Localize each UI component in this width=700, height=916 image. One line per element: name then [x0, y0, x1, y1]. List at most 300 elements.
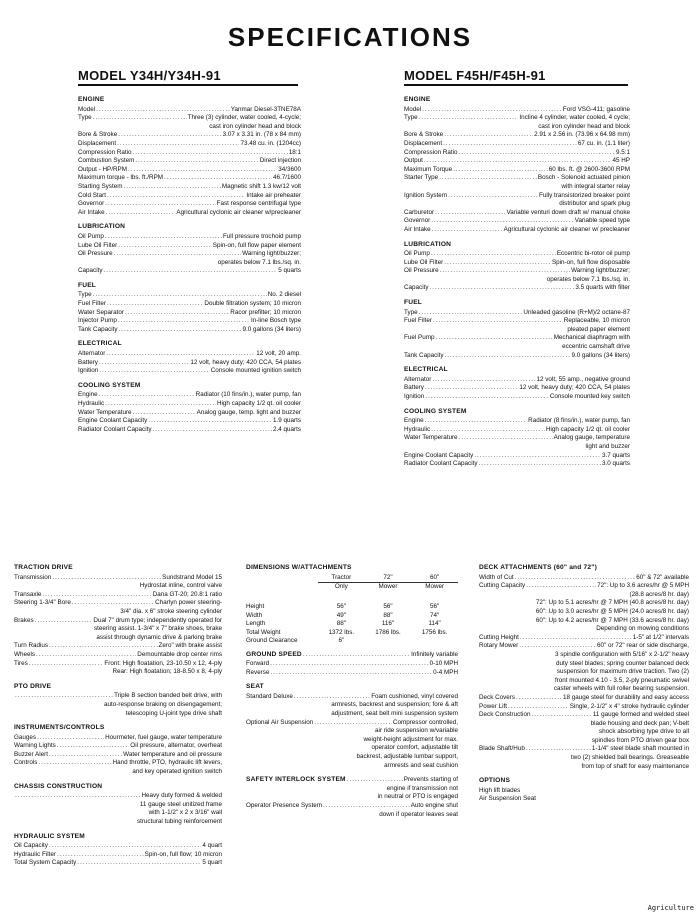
spec-row — [479, 582, 689, 591]
spec-value: 60" & 72" available — [636, 573, 689, 581]
spec-value-continued: adjustment, seat belt mini suspension system — [331, 710, 458, 717]
spec-label: Cutting Height — [479, 633, 519, 641]
spec-row — [78, 106, 301, 115]
leader-dots — [440, 267, 570, 276]
spec-value: Racor prefilter; 10 micron — [230, 308, 301, 316]
spec-label: Compression Ratio — [404, 148, 458, 156]
spec-label: Controls — [14, 759, 38, 767]
dimensions-header-row — [246, 583, 458, 592]
spec-label: Engine — [78, 391, 98, 399]
option-item: Air Suspension Seat — [479, 795, 537, 803]
spec-row — [404, 157, 630, 166]
section-title: ENGINE — [78, 96, 105, 103]
spec-value-continued: suspension for maximum drive traction. Two (2) — [556, 668, 689, 676]
leader-dots — [270, 660, 429, 669]
leader-dots — [104, 267, 278, 276]
spec-value-continued: cast iron cylinder head and block — [538, 122, 630, 130]
spec-value: Triple B section banded belt drive, with — [114, 692, 222, 700]
leader-dots — [105, 400, 216, 409]
spec-row — [246, 660, 458, 669]
section-title: ELECTRICAL — [78, 340, 122, 348]
leader-dots — [425, 384, 518, 393]
leader-dots — [15, 692, 113, 701]
leader-dots — [29, 660, 104, 669]
leader-dots — [431, 426, 545, 435]
leader-dots — [72, 599, 154, 608]
spec-row — [78, 183, 301, 192]
spec-value: Compressor controlled, — [392, 718, 458, 726]
leader-dots — [519, 642, 596, 651]
spec-value: 34/3600 — [278, 165, 301, 173]
spec-row — [14, 842, 222, 851]
spec-label: Capacity — [78, 267, 103, 275]
leader-dots — [107, 192, 245, 201]
spec-value: Double filtration system; 10 micron — [204, 300, 301, 308]
spec-row — [78, 400, 301, 409]
leader-dots — [445, 352, 571, 361]
spec-row — [78, 174, 301, 183]
spec-value: 0-10 MPH — [429, 660, 458, 668]
spec-row — [404, 393, 630, 402]
spec-row — [404, 309, 630, 318]
leader-dots — [422, 106, 562, 115]
spec-row — [78, 417, 301, 426]
spec-row — [78, 409, 301, 418]
dimension-value: 88" — [383, 611, 393, 619]
spec-row — [14, 734, 222, 743]
leader-dots — [459, 434, 553, 443]
spec-label: Carburetor — [404, 208, 435, 216]
dimension-value: 116" — [381, 620, 395, 628]
spec-value-continued: (28.8 acres/8 hr. day) — [629, 590, 689, 598]
spec-value: 9.5:1 — [615, 148, 630, 156]
spec-value: Radiator (8 fins/in.), water pump, fan — [528, 417, 630, 425]
spec-value: Console mounted ignition switch — [210, 367, 301, 375]
spec-value-continued: pleated paper element — [567, 325, 630, 333]
spec-row — [78, 317, 301, 326]
spec-value: No. 2 diesel — [267, 291, 301, 299]
spec-value-continued: 3 spindle configuration with 5/16" x 2-1/2" heavy — [555, 650, 689, 658]
spec-value: Analog gauge, temp. light and buzzer — [196, 408, 301, 416]
spec-value-continued: distributor and spark plug — [559, 200, 630, 208]
spec-value: 73.48 cu. in. (1204cc) — [240, 139, 301, 147]
spec-value: Radiator (10 fins/in.), water pump, fan — [195, 391, 301, 399]
leader-dots — [453, 166, 548, 175]
spec-value: Mechanical diaphragm with — [553, 334, 630, 342]
section-title: SAFETY INTERLOCK SYSTEM — [246, 776, 346, 784]
spec-row — [404, 334, 630, 343]
spec-value: 72": Up to 3.6 acres/hr @ 5 MPH — [597, 582, 689, 590]
traction-specs — [14, 564, 222, 868]
spec-value: 9.0 gallons (34 liters) — [571, 351, 630, 359]
spec-row — [404, 140, 630, 149]
dimension-label: Width — [246, 611, 263, 619]
dimension-value: 1786 lbs. — [375, 628, 401, 636]
leader-dots — [49, 842, 201, 851]
spec-value: Zero" with brake assist — [158, 642, 222, 650]
spec-row — [14, 859, 222, 868]
spec-value: Sundstrand Model 15 — [162, 573, 222, 581]
leader-dots — [107, 300, 203, 309]
spec-value: Intake air preheater — [246, 191, 301, 199]
spec-label: Transmission — [14, 573, 52, 581]
spec-row — [404, 376, 630, 385]
spec-value: Variable venturi down draft w/ manual choke — [506, 208, 630, 216]
spec-label: Combustion System — [78, 157, 135, 165]
leader-dots — [430, 284, 575, 293]
leader-dots — [99, 367, 209, 376]
spec-row — [404, 217, 630, 226]
leader-dots — [99, 359, 189, 368]
leader-dots — [425, 417, 528, 426]
spec-row — [78, 114, 301, 123]
spec-label: Battery — [404, 384, 424, 392]
left-model-specs — [78, 96, 301, 434]
spec-value: Replaceable, 10 micron — [563, 317, 630, 325]
spec-value-continued: cast iron cylinder head and block — [209, 122, 301, 130]
leader-dots — [425, 393, 549, 402]
spec-value-continued: down if operator leaves seat — [379, 810, 458, 818]
right-model-specs — [404, 96, 630, 469]
spec-label: Water Separator — [78, 308, 124, 316]
section-title: DECK ATTACHMENTS (60" and 72") — [479, 564, 598, 571]
spec-label: Blade Shaft/Hub — [479, 745, 525, 753]
spec-row — [479, 642, 689, 651]
spec-value-continued: light and buzzer — [585, 442, 630, 450]
leader-dots — [474, 452, 601, 461]
leader-dots — [270, 669, 432, 678]
leader-dots — [444, 131, 533, 140]
spec-value: 5 quart — [202, 859, 222, 867]
middle-sections — [246, 651, 458, 819]
leader-dots — [118, 242, 212, 251]
spec-value-continued: and key operated ignition switch — [132, 768, 222, 776]
spec-value: Charlyn power steering- — [155, 599, 222, 607]
spec-label: Air Intake — [404, 225, 431, 233]
spec-label: Tank Capacity — [78, 325, 118, 333]
spec-value-continued: with integral starter relay — [561, 182, 630, 190]
right-model-heading: MODEL F45H/F45H-91 — [404, 68, 628, 86]
spec-row — [14, 574, 222, 583]
spec-value: 3.0 quarts — [601, 460, 630, 468]
spec-value: 3.07 x 3.31 in. (78 x 84 mm) — [222, 131, 301, 139]
spec-label: Width of Cut — [479, 573, 514, 581]
deck-specs — [479, 564, 689, 804]
spec-label: Turn Radius — [14, 642, 49, 650]
leader-dots — [117, 140, 239, 149]
spec-label: Gauges — [14, 733, 37, 741]
spec-value: Water temperature and oil pressure — [123, 750, 222, 758]
spec-value: 4 quart — [202, 842, 222, 850]
leader-dots — [424, 157, 612, 166]
dimensions-column-header: Mower — [411, 583, 458, 592]
spec-value: Hourmeter, fuel gauge, water temperature — [105, 733, 222, 741]
spec-label: Power Lift — [479, 702, 507, 710]
dimension-label: Length — [246, 620, 266, 628]
spec-label: Bore & Stroke — [78, 131, 118, 139]
left-model-heading: MODEL Y34H/Y34H-91 — [78, 68, 298, 86]
spec-row — [14, 642, 222, 651]
dimensions-column-header: Only — [318, 583, 365, 592]
spec-value: 1-5" at 1/2" intervals — [632, 633, 689, 641]
spec-value-continued: 11 gauge steel unitized frame — [139, 800, 222, 808]
section-title: HYDRAULIC SYSTEM — [14, 832, 85, 840]
spec-label: Total System Capacity — [14, 859, 77, 867]
spec-label: Maximum Torque — [404, 165, 453, 173]
spec-row — [404, 284, 630, 293]
section-title-value: Infinitely variable — [411, 651, 458, 659]
spec-row — [246, 693, 458, 702]
leader-dots — [431, 217, 574, 226]
leader-dots — [459, 149, 615, 158]
spec-value: Full pressure trochoid pump — [222, 232, 301, 240]
spec-label: Reverse — [246, 668, 270, 676]
dimension-label: Height — [246, 603, 265, 611]
leader-dots — [419, 114, 519, 123]
dimensions-header-row — [246, 574, 458, 583]
leader-dots — [105, 233, 222, 242]
leader-dots — [294, 693, 370, 702]
dimensions-column-header: 60" — [430, 573, 440, 581]
spec-row — [479, 694, 689, 703]
spec-label: Model — [78, 105, 96, 113]
leader-dots — [516, 694, 562, 703]
spec-value: Incline 4 cylinder, water cooled, 4 cycle; — [519, 114, 630, 122]
spec-row — [78, 267, 301, 276]
dimension-value: 6" — [338, 637, 345, 645]
spec-value: Auto engine shut — [410, 801, 458, 809]
spec-label: Water Temperature — [404, 434, 458, 442]
spec-value: 67 cu. in. (1.1 liter) — [577, 139, 630, 147]
option-item: High lift blades — [479, 786, 521, 794]
section-title: CHASSIS CONSTRUCTION — [14, 782, 103, 790]
spec-value: Spin-on, full flow; 10 micron — [144, 850, 222, 858]
leader-dots — [106, 209, 176, 218]
section-title: INSTRUMENTS/CONTROLS — [14, 724, 105, 732]
spec-label: Tires — [14, 659, 28, 667]
spec-label: Warning Lights — [14, 742, 56, 750]
spec-label: Type — [78, 114, 92, 122]
spec-value: Ford VSG-411; gasoline — [562, 105, 630, 113]
leader-dots — [432, 226, 503, 235]
leader-dots — [118, 131, 221, 140]
spec-value-continued: caster wheels with full roller bearing suspension. — [553, 685, 689, 693]
spec-value: 12 volt, heavy duty; 420 CCA, 54 plates — [190, 358, 301, 366]
spec-value-continued: duty steel blades; spring counter balanced deck — [555, 659, 689, 667]
leader-dots — [433, 317, 563, 326]
spec-label: Cold Start — [78, 191, 106, 199]
spec-label: Capacity — [404, 284, 429, 292]
spec-value: Single, 2-1/2" x 4" stroke hydraulic cylinder — [569, 702, 689, 710]
leader-dots — [153, 426, 272, 435]
spec-value-continued: armrests and seat cushion — [384, 761, 458, 769]
dimension-value: 74" — [430, 611, 440, 619]
spec-row — [479, 711, 689, 720]
leader-dots — [49, 751, 122, 760]
footer-label: Agriculture — [647, 904, 694, 912]
spec-row — [404, 460, 630, 469]
spec-row — [14, 751, 222, 760]
leader-dots — [118, 317, 250, 326]
leader-dots — [148, 417, 272, 426]
leader-dots — [435, 334, 552, 343]
leader-dots — [125, 309, 229, 318]
spec-row — [78, 426, 301, 435]
spec-row — [78, 166, 301, 175]
spec-row — [14, 792, 222, 801]
leader-dots — [526, 745, 591, 754]
spec-label: Transaxle — [14, 590, 42, 598]
spec-value: 12 volt, 55 amp., negative ground — [536, 375, 630, 383]
spec-value-continued: weight-height adjustment for max. — [363, 735, 458, 743]
spec-label: Radiator Coolant Capacity — [404, 460, 478, 468]
spec-value: 12 volt, 20 amp. — [256, 350, 301, 358]
spec-value-continued: Rear: High floatation; 18-8.50 x 8, 4-ply — [112, 668, 222, 676]
leader-dots — [133, 149, 288, 158]
spec-row — [78, 233, 301, 242]
spec-label: Steering 1-3/4" Bore — [14, 599, 71, 607]
spec-label: Output - HP/RPM — [78, 165, 127, 173]
section-title: ELECTRICAL — [404, 366, 448, 374]
section-title: FUEL — [78, 281, 97, 289]
spec-value-continued: blade housing and deck pan; V-belt — [590, 719, 689, 727]
section-title: LUBRICATION — [78, 223, 126, 231]
leader-dots — [508, 703, 569, 712]
spec-value: 3.7 quarts — [601, 451, 630, 459]
spec-value-continued: Hydrostat inline, control valve — [139, 582, 222, 590]
spec-value: Fast response centrifugal type — [216, 200, 301, 208]
dimensions-row — [246, 629, 458, 637]
dimensions-row — [246, 612, 458, 620]
spec-label: Air Intake — [78, 208, 105, 216]
spec-value: 1.9 quarts — [272, 417, 301, 425]
spec-row — [78, 359, 301, 368]
section-title: ENGINE — [404, 96, 431, 103]
leader-dots — [435, 209, 505, 218]
spec-value-continued: shock absorbing type drive to all — [599, 728, 689, 736]
dimension-value: 56" — [430, 603, 440, 611]
spec-label: Ignition — [404, 393, 425, 400]
spec-value: Hand throttle, PTO, hydraulic lift levers, — [112, 759, 222, 767]
spec-value: High capacity 1/2 qt. oil cooler — [545, 425, 630, 433]
spec-label: Buzzer Alert — [14, 750, 48, 758]
spec-row — [404, 250, 630, 259]
spec-label: Fuel Filter — [404, 317, 432, 325]
leader-dots — [443, 140, 577, 149]
spec-value: 11 gauge formed and welded steel — [592, 711, 689, 719]
spec-row — [479, 703, 689, 712]
dimension-value — [365, 637, 412, 645]
spec-value: Warning light/buzzer; — [242, 250, 301, 258]
leader-dots — [77, 859, 201, 868]
spec-row — [78, 200, 301, 209]
spec-value: Spin-on, full flow paper element — [212, 241, 301, 249]
dimensions-column-header: Tractor — [331, 573, 352, 581]
section-title-row — [246, 776, 458, 785]
spec-row — [14, 599, 222, 608]
spec-value-continued: eccentric camshaft drive — [562, 343, 630, 351]
section-title: TRACTION DRIVE — [14, 564, 73, 571]
spec-label: Compression Ratio — [78, 148, 132, 156]
dimension-value: 56" — [383, 603, 393, 611]
leader-dots — [105, 200, 215, 209]
spec-value: Heavy duty formed & welded — [141, 792, 222, 800]
leader-dots — [93, 291, 267, 300]
spec-value-continued: air ride suspension w/variable — [375, 727, 458, 735]
spec-label: Oil Capacity — [14, 842, 48, 850]
leader-dots — [38, 759, 111, 768]
section-title: LUBRICATION — [404, 240, 452, 248]
spec-row — [78, 350, 301, 359]
spec-row — [78, 209, 301, 218]
section-title: OPTIONS — [479, 777, 511, 785]
spec-label: Ignition — [78, 367, 99, 375]
spec-label: Starter Type — [404, 174, 439, 182]
spec-value: Oil pressure, alternator, overheat — [130, 742, 222, 750]
leader-dots — [520, 634, 632, 643]
leader-dots — [531, 711, 591, 720]
dimensions-title: DIMENSIONS W/ATTACHMENTS — [246, 564, 352, 571]
section-title: FUEL — [404, 299, 423, 307]
spec-value-continued: operator comfort, adjustable tilt — [371, 744, 458, 752]
spec-label: Water Temperature — [78, 408, 132, 416]
spec-row — [246, 719, 458, 728]
spec-row — [14, 742, 222, 751]
spec-row — [14, 591, 222, 600]
spec-value-continued: auto-response braking on disengagement; — [104, 700, 222, 708]
spec-row — [78, 250, 301, 259]
spec-value: Front: High floatation, 23-10.50 x 12, 4-ply — [104, 659, 222, 667]
spec-value: Direct injection — [259, 157, 301, 165]
dimensions-table — [246, 574, 458, 646]
spec-row — [14, 617, 222, 626]
spec-row — [404, 259, 630, 268]
spec-label: Injector Pump — [78, 317, 117, 325]
spec-value: Unleaded gasoline (R+M)/2 octane-87 — [523, 308, 630, 316]
spec-label: Model — [404, 105, 422, 113]
spec-value-continued: Depending on mowing conditions — [596, 625, 689, 633]
dimensions-header-blank — [246, 583, 318, 592]
spec-row — [78, 291, 301, 300]
spec-value: High capacity 1/2 qt. oil cooler — [216, 400, 301, 407]
spec-row — [404, 131, 630, 140]
spec-value: Dana GT-20; 20.8:1 ratio — [152, 590, 222, 598]
spec-label: Lube Oil Filter — [78, 241, 118, 249]
spec-row — [479, 634, 689, 643]
spec-label: Ignition System — [404, 191, 448, 199]
spec-label: Deck Covers — [479, 693, 516, 701]
spec-row — [404, 384, 630, 393]
leader-dots — [347, 776, 403, 785]
spec-value-continued: spindles from PTO driven gear box — [591, 736, 689, 744]
spec-label: Battery — [78, 358, 98, 366]
spec-label: Oil Pressure — [404, 267, 439, 275]
spec-row — [246, 802, 458, 811]
spec-value-continued: two (2) shielded ball bearings. Greaseable — [571, 754, 689, 762]
dimensions-row — [246, 620, 458, 628]
section-title: GROUND SPEED — [246, 651, 302, 659]
spec-value: Agricultural cyclonic air cleaner w/ precleaner — [503, 225, 630, 233]
spec-row — [404, 106, 630, 115]
leader-dots — [93, 114, 187, 123]
spec-label: Engine Coolant Capacity — [78, 417, 148, 425]
spec-label: Starting System — [78, 182, 123, 190]
dimensions-row — [246, 603, 458, 611]
leader-dots — [123, 183, 220, 192]
dimensions-header-blank — [246, 574, 318, 583]
spec-label: Hydraulic — [404, 425, 431, 433]
spec-label: Oil Pump — [78, 232, 104, 240]
